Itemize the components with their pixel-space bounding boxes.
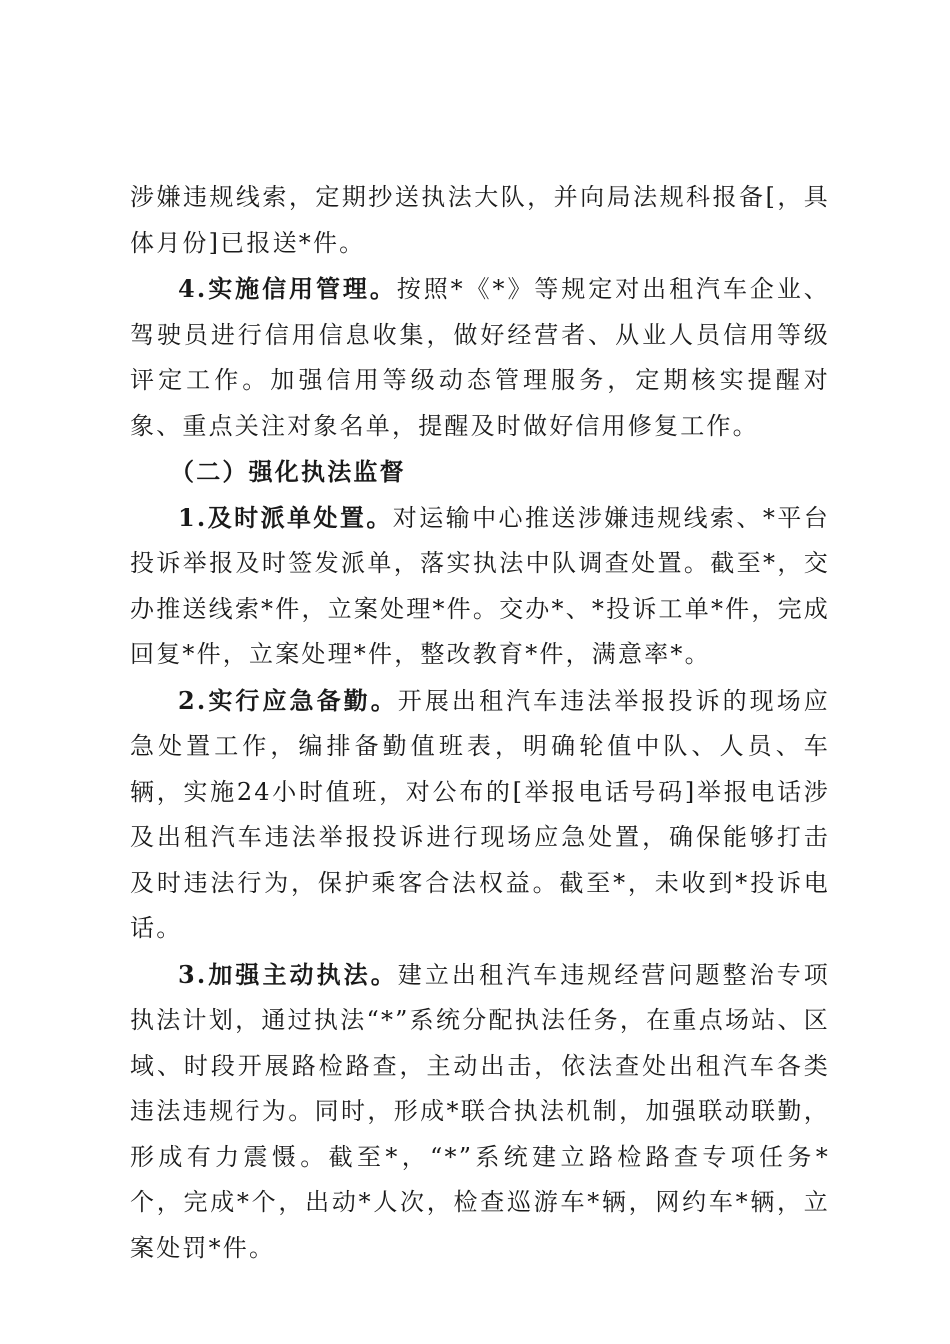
paragraph-emergency-duty xyxy=(130,678,830,952)
document-page xyxy=(130,175,830,1271)
paragraph-lead: 4.实施信用管理。 xyxy=(178,274,397,303)
section-heading: （二）强化执法监督 xyxy=(170,457,406,486)
paragraph-text: 对运输中心推送涉嫌违规线索、*平台投诉举报及时签发派单，落实执法中队调查处置。截至*，交办推送线索*件，立案处理*件。交办*、*投诉工单*件，完成回复*件，立案处理*件，整改教育*件，满意率*。 xyxy=(130,503,830,668)
paragraph-continuation xyxy=(130,175,830,266)
paragraph-text: 建立出租汽车违规经营问题整治专项执法计划，通过执法“*”系统分配执法任务，在重点场站、区域、时段开展路检路查，主动出击，依法查处出租汽车各类违法违规行为。同时，形成*联合执法机制，加强联动联勤，形成有力震慑。截至*，“*”系统建立路检路查专项任务*个，完成*个，出动*人次，检查巡游车*辆，网约车*辆，立案处罚*件。 xyxy=(130,960,830,1262)
paragraph-text: 开展出租汽车违法举报投诉的现场应急处置工作，编排备勤值班表，明确轮值中队、人员、车辆，实施24小时值班，对公布的[举报电话号码]举报电话涉及出租汽车违法举报投诉进行现场应急处置，确保能够打击及时违法行为，保护乘客合法权益。截至*，未收到*投诉电话。 xyxy=(130,686,830,942)
paragraph-lead: 1.及时派单处置。 xyxy=(178,502,393,532)
paragraph-text: 按照*《*》等规定对出租汽车企业、驾驶员进行信用信息收集，做好经营者、从业人员信用等级评定工作。加强信用等级动态管理服务，定期核实提醒对象、重点关注对象名单，提醒及时做好信用修复工作。 xyxy=(130,275,830,440)
paragraph-lead: 3.加强主动执法。 xyxy=(178,959,398,989)
paragraph-active-enforcement xyxy=(130,952,830,1272)
paragraph-dispatch xyxy=(130,495,830,678)
paragraph-text: 涉嫌违规线索，定期抄送执法大队，并向局法规科报备[，具体月份]已报送*件。 xyxy=(130,183,830,257)
paragraph-lead: 2.实行应急备勤。 xyxy=(178,685,398,715)
paragraph-credit-management xyxy=(130,266,830,449)
